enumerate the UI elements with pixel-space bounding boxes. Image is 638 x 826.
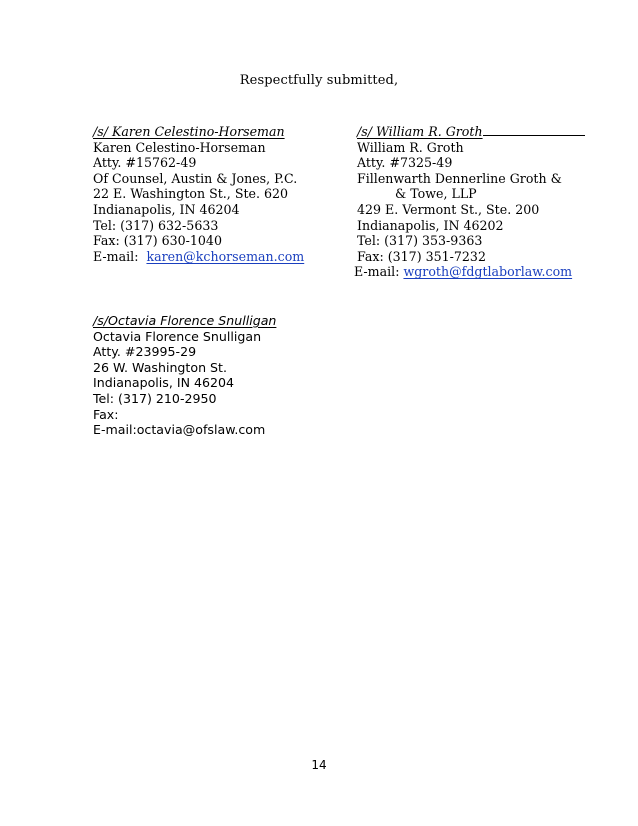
page-number: 14 bbox=[311, 758, 327, 772]
email-line: E-mail:octavia@ofslaw.com bbox=[93, 422, 266, 438]
street-address: 26 W. Washington St. bbox=[93, 359, 227, 375]
electronic-signature-row bbox=[357, 124, 585, 140]
firm-name-line1: Fillenwarth Dennerline Groth & bbox=[357, 170, 562, 186]
email-line bbox=[93, 249, 304, 265]
telephone: Tel: (317) 632-5633 bbox=[93, 217, 219, 233]
electronic-signature: /s/ William R. Groth bbox=[357, 124, 483, 139]
closing-text: Respectfully submitted, bbox=[239, 73, 399, 88]
signature-underline bbox=[483, 124, 585, 136]
attorney-number: Atty. #7325-49 bbox=[357, 155, 453, 171]
telephone: Tel: (317) 210-2950 bbox=[93, 390, 217, 406]
signature-block-groth bbox=[354, 124, 585, 280]
street-address: 429 E. Vermont St., Ste. 200 bbox=[357, 201, 540, 217]
email-label: E-mail: bbox=[354, 264, 400, 280]
attorney-name: William R. Groth bbox=[357, 139, 464, 155]
city-state-zip: Indianapolis, IN 46204 bbox=[93, 201, 240, 217]
signature-block-celestino-horseman bbox=[93, 124, 304, 264]
city-state-zip: Indianapolis, IN 46202 bbox=[357, 217, 504, 233]
electronic-signature: /s/Octavia Florence Snulligan bbox=[93, 313, 277, 328]
email-link[interactable]: wgroth@fdgtlaborlaw.com bbox=[403, 264, 573, 280]
telephone: Tel: (317) 353-9363 bbox=[357, 233, 483, 249]
street-address: 22 E. Washington St., Ste. 620 bbox=[93, 186, 288, 202]
signature-block-snulligan bbox=[93, 313, 276, 438]
attorney-name: Karen Celestino-Horseman bbox=[93, 139, 266, 155]
firm-name: Of Counsel, Austin & Jones, P.C. bbox=[93, 170, 298, 186]
attorney-number: Atty. #15762-49 bbox=[93, 155, 197, 171]
electronic-signature: /s/ Karen Celestino-Horseman bbox=[93, 124, 285, 139]
email-label: E-mail: bbox=[93, 248, 139, 264]
firm-name-line2: & Towe, LLP bbox=[395, 186, 477, 202]
attorney-number: Atty. #23995-29 bbox=[93, 344, 197, 360]
fax: Fax: (317) 351-7232 bbox=[357, 248, 486, 264]
city-state-zip: Indianapolis, IN 46204 bbox=[93, 375, 235, 391]
attorney-name: Octavia Florence Snulligan bbox=[93, 328, 262, 344]
fax: Fax: (317) 630-1040 bbox=[93, 233, 222, 249]
email-link[interactable]: karen@kchorseman.com bbox=[146, 248, 305, 264]
email-line bbox=[354, 264, 585, 280]
fax: Fax: bbox=[93, 406, 119, 422]
